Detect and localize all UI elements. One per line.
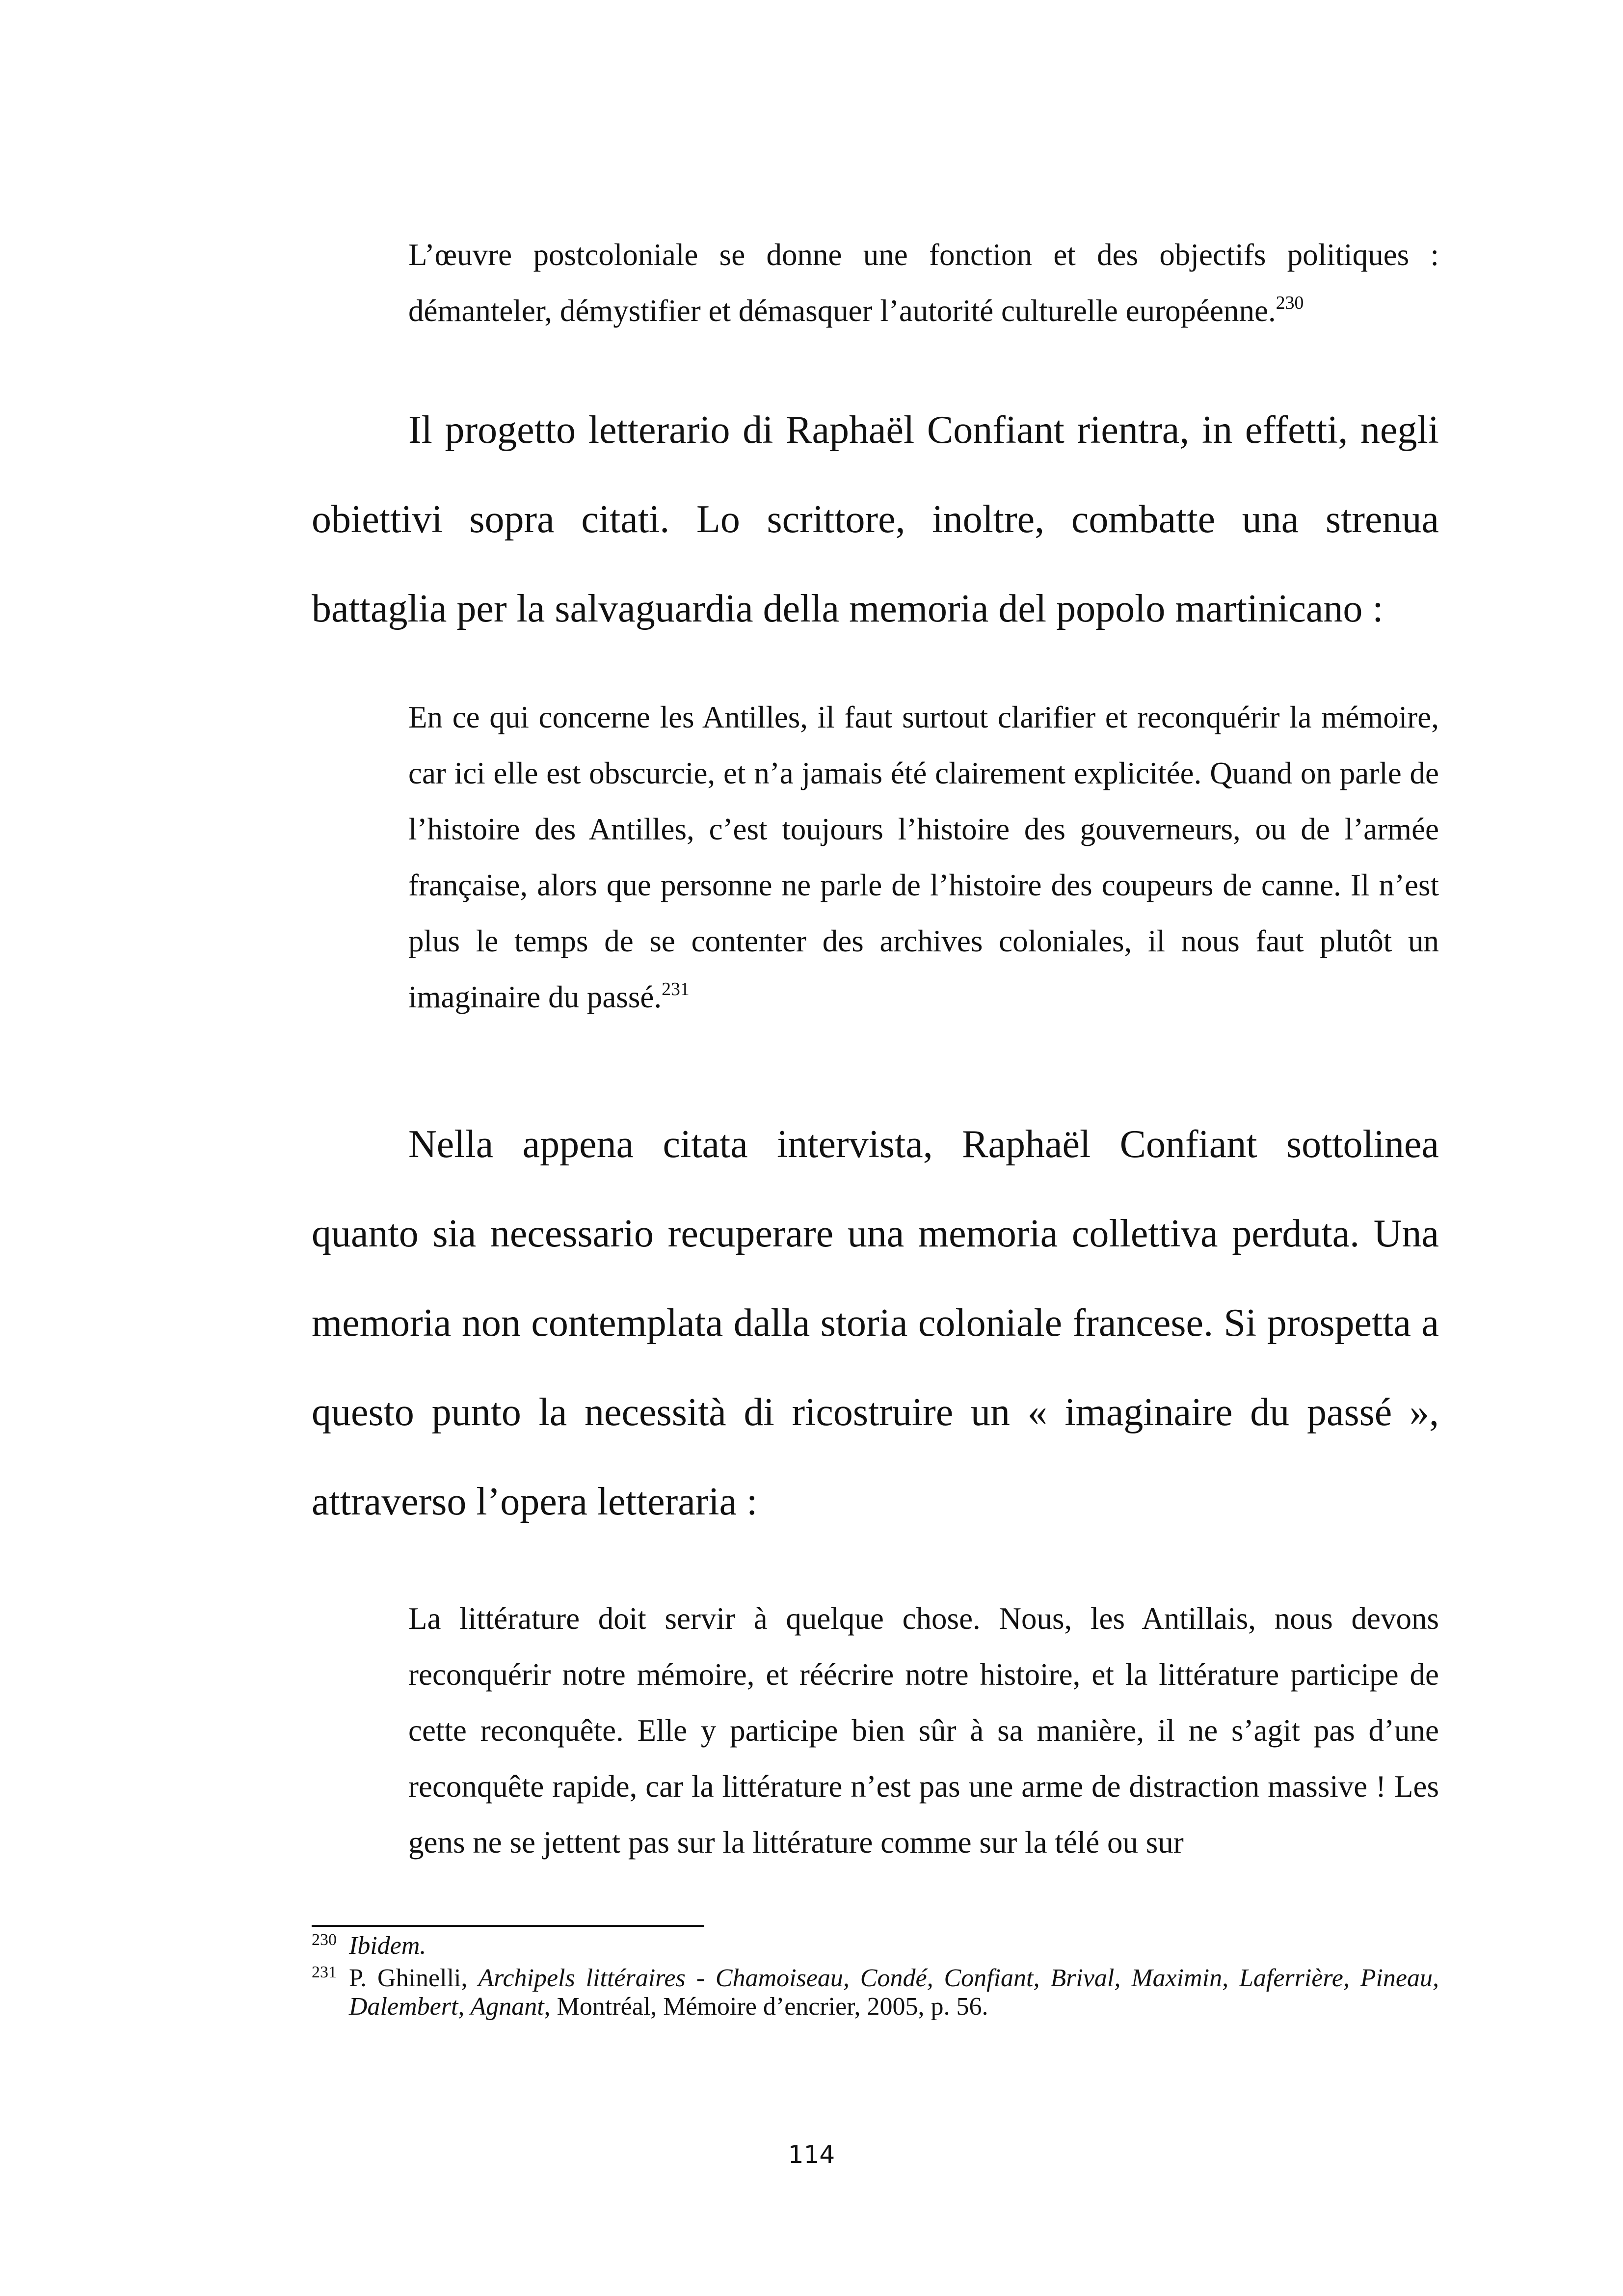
body-paragraph-1: Il progetto letterario di Raphaël Confiant rientra, in effetti, negli obiettivi sopra citati. Lo scrittore, inoltre, combatte una strenua battaglia per la salvaguardia della memoria del popolo martinicano : — [312, 408, 1439, 630]
block-quote-2 — [408, 689, 1439, 1025]
footnote-231 — [312, 1964, 1439, 2021]
footnote-title: Ibidem. — [349, 1932, 426, 1960]
footnote-number: 230 — [312, 1931, 337, 1949]
page-number: 114 — [788, 2140, 835, 2169]
quote-2-text: En ce qui concerne les Antilles, il faut surtout clarifier et reconquérir la mémoire, car ici elle est obscurcie, et n’a jamais été clairement explicitée. Quand on parle de l’histoire des Antilles, c’est toujours l’histoire des gouverneurs, ou de l’armée française, alors que personne ne parle de l’histoire des coupeurs de canne. Il n’est plus le temps de se contenter des archives coloniales, il nous faut plutôt un imaginaire du passé. — [408, 700, 1439, 1014]
footnote-separator — [312, 1925, 704, 1927]
footnote-title: Archipels littéraires - Chamoiseau, Condé, Confiant, Brival, Maximin, Laferrière, Pineau, Dalembert, Agnant — [349, 1964, 1439, 2021]
body-paragraph-2: Nella appena citata intervista, Raphaël Confiant sottolinea quanto sia necessario recuperare una memoria collettiva perduta. Una memoria non contemplata dalla storia coloniale francese. Si prospetta a questo punto la necessità di ricostruire un « imaginaire du passé », attraverso l’opera letteraria : — [312, 1123, 1439, 1523]
footnote-230 — [312, 1932, 1439, 1960]
block-quote-1 — [408, 227, 1439, 339]
footnote-author: P. Ghinelli, — [349, 1964, 479, 1992]
footnote-ref-230: 230 — [1276, 293, 1304, 314]
footnotes — [312, 1932, 1439, 2025]
footnote-number: 231 — [312, 1963, 337, 1981]
footnote-ref-231: 231 — [662, 979, 690, 1000]
block-quote-3: La littérature doit servir à quelque chose. Nous, les Antillais, nous devons reconquérir notre mémoire, et réécrire notre histoire, et la littérature participe de cette reconquête. Elle y participe bien sûr à sa manière, il ne s’agit pas d’une reconquête rapide, car la littérature n’est pas une arme de distraction massive ! Les gens ne se jettent pas sur la littérature comme sur la télé ou sur — [408, 1601, 1439, 1860]
footnote-publication: , Montréal, Mémoire d’encrier, 2005, p. 56. — [544, 1993, 988, 2021]
quote-1-text: L’œuvre postcoloniale se donne une fonction et des objectifs politiques : démanteler, démystifier et démasquer l’autorité culturelle européenne. — [408, 238, 1439, 328]
